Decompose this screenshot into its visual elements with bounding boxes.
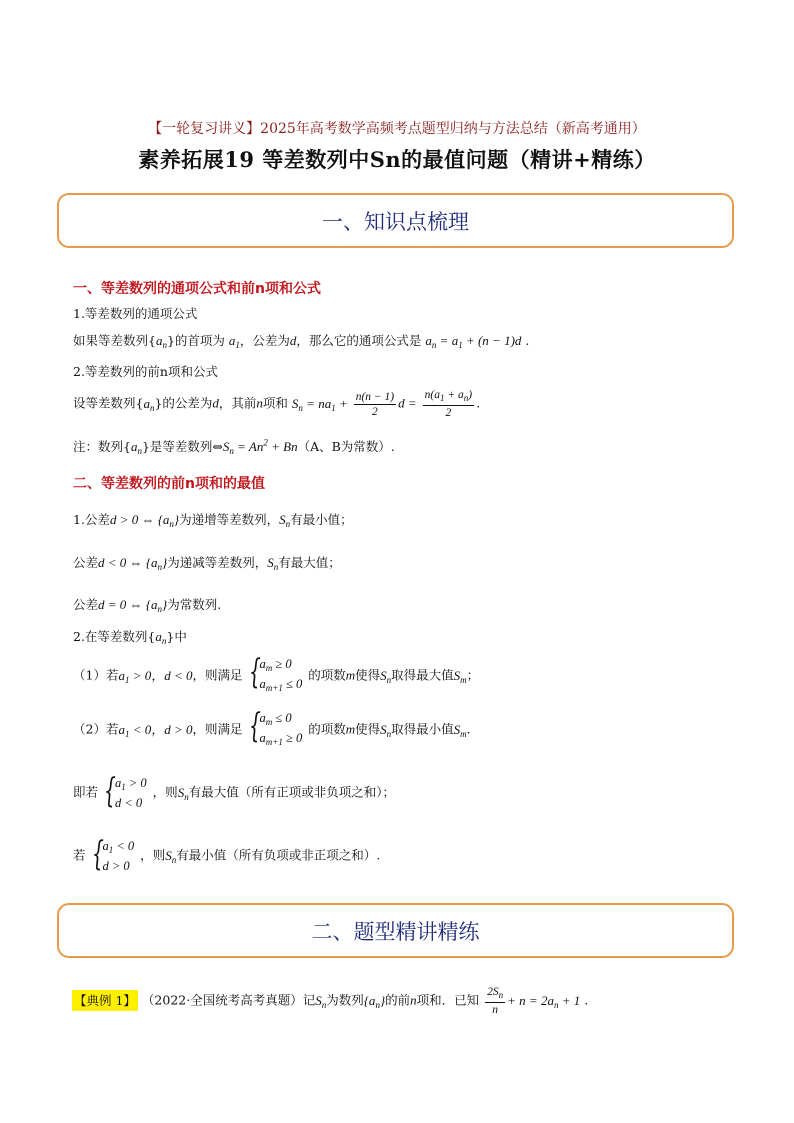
text-summary-min: 若 { $a_1 < 0$ d > 0 ，则$S_n$有最小值（所有负项或非正项之和）. <box>73 834 381 874</box>
example-1: 【典例 1】 （2022·全国统考高考真题）记$S_n$为数列$\{a_n\}$的前n项和．已知 $\frac{2S_n}{n}$ + $n = 2a_n + 1$ . <box>74 986 589 1016</box>
text-general-term-formula: 如果等差数列$\{a_n\}$的首项为 $a_1$，公差为d，那么它的通项公式是 $a_n = a_1 + (n - 1)d$ . <box>73 333 530 350</box>
text-general-term-heading: 1.等差数列的通项公式 <box>73 306 198 321</box>
document-title: 素养拓展19 等差数列中Sn的最值问题（精讲+精练） <box>138 147 656 172</box>
text-sum-heading: 2.等差数列的前n项和公式 <box>73 364 218 379</box>
text-rule-increasing: 1.公差d > 0 ⇔ $\{a_n\}$为递增等差数列，$S_n$有最小值； <box>73 512 353 529</box>
heading-formulas: 一、等差数列的通项公式和前n项和公式 <box>73 281 321 297</box>
text-note: 注：数列$\{a_n\}$是等差数列$\Leftrightarrow S_n = An^2 + Bn(A$、B为常数）. <box>73 437 395 456</box>
text-case-1: （1）若$a_1 > 0$，d < 0，则满足 { $a_m \ge 0$ $a_{m+1} \le 0$ 的项数m使得$S_n$取得最大值$S_m$； <box>73 652 480 693</box>
text-sum-formula: 设等差数列$\{a_n\}$的公差为d，其前n项和 $S_n = na_1$ + $\frac{n(n - 1)}{2}$ d = $\frac{n(a_1 + a_n)}{2}$ . <box>73 389 481 419</box>
heading-extrema: 二、等差数列的前n项和的最值 <box>73 476 265 492</box>
section-banner-title: 一、知识点梳理 <box>322 209 469 234</box>
example-badge: 【典例 1】 <box>72 990 138 1011</box>
text-rule-constant: 公差d = 0 ⇔ $\{a_n\}$为常数列. <box>73 597 222 614</box>
text-in-sequence: 2.在等差数列$\{a_n\}$中 <box>73 629 187 646</box>
text-summary-max: 即若 { $a_1 > 0$ d < 0 ，则$S_n$有最大值（所有正项或非负项之和）； <box>73 771 395 811</box>
section-banner-title: 二、题型精讲精练 <box>311 919 480 944</box>
document-subtitle: 【一轮复习讲义】2025年高考数学高频考点题型归纳与方法总结（新高考通用） <box>148 121 646 137</box>
section-banner-examples <box>57 903 734 958</box>
section-banner-knowledge <box>57 193 734 248</box>
text-case-2: （2）若$a_1 < 0$，d > 0，则满足 { $a_m \le 0$ $a_{m+1} \ge 0$ 的项数m使得$S_n$取得最小值$S_m$. <box>73 706 471 747</box>
text-rule-decreasing: 公差d < 0 ⇔ $\{a_n\}$为递减等差数列，$S_n$有最大值； <box>73 555 341 572</box>
